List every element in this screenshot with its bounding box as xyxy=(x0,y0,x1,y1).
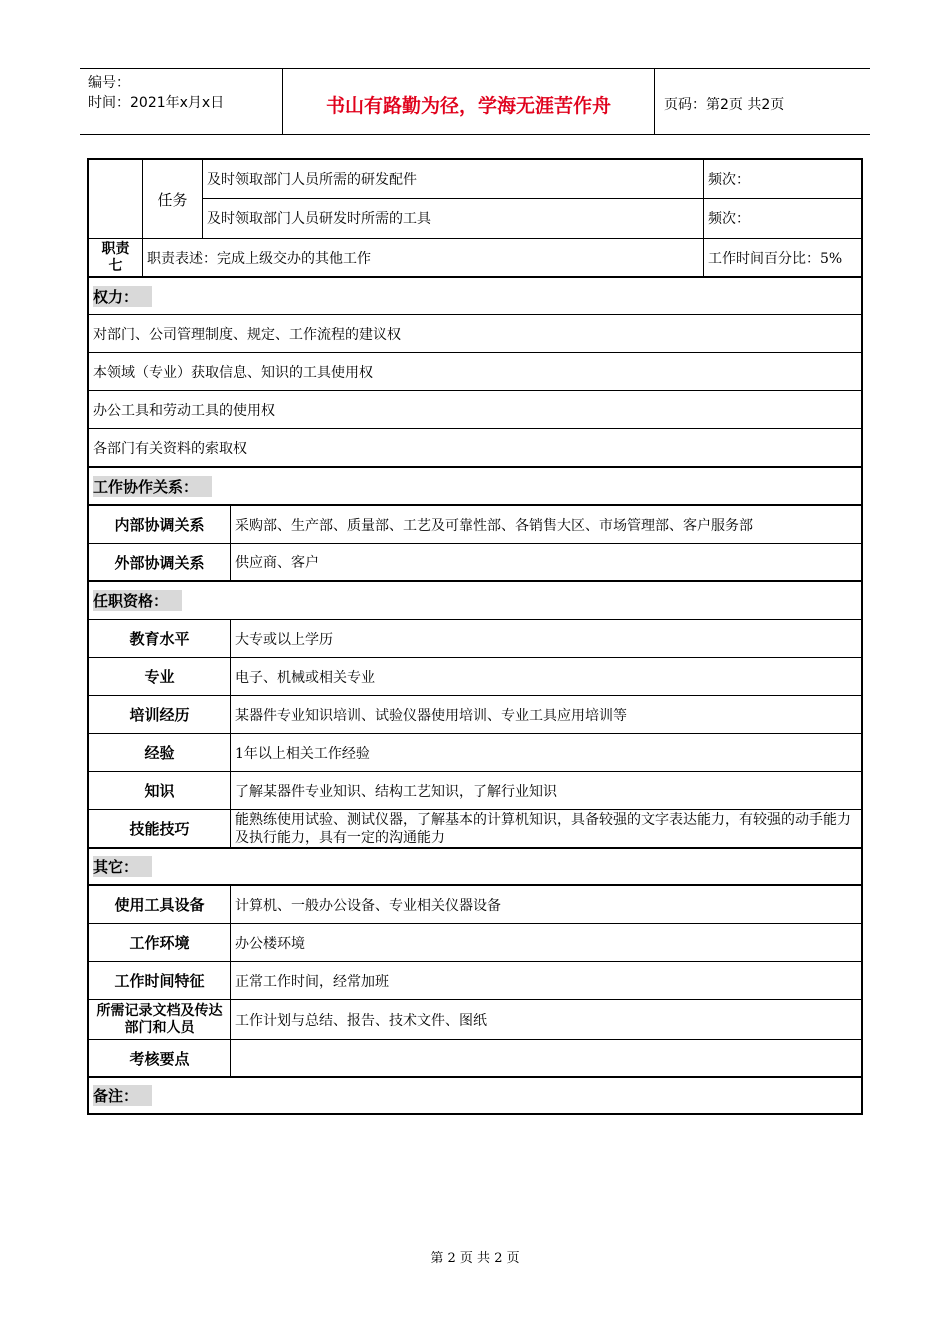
relations-title: 工作协作关系： xyxy=(93,476,212,497)
other-label: 所需记录文档及传达部门和人员 xyxy=(96,1002,223,1036)
powers-title: 权力： xyxy=(93,286,152,307)
duty-seven-label: 职责七 xyxy=(101,240,130,274)
other-label: 工作环境 xyxy=(129,934,190,952)
qualifications-section-header xyxy=(89,582,861,620)
qualification-value: 1年以上相关工作经验 xyxy=(230,734,861,771)
other-row xyxy=(89,1000,861,1040)
qualification-label: 培训经历 xyxy=(129,706,190,724)
power-item xyxy=(89,353,861,391)
task-text: 及时领取部门人员研发时所需的工具 xyxy=(207,211,431,228)
other-value: 工作计划与总结、报告、技术文件、图纸 xyxy=(230,1000,861,1039)
other-row xyxy=(89,1040,861,1078)
header-motto: 书山有路勤为径，学海无涯苦作舟 xyxy=(325,95,611,117)
task-label: 任务 xyxy=(142,160,202,238)
remarks-title: 备注： xyxy=(93,1085,152,1106)
remarks-section-header xyxy=(89,1078,861,1113)
qualification-value: 能熟练使用试验、测试仪器，了解基本的计算机知识，具备较强的文字表达能力，有较强的动手能力及执行能力，具有一定的沟通能力 xyxy=(230,810,861,847)
power-item xyxy=(89,315,861,353)
job-description-form xyxy=(87,158,863,1115)
power-item xyxy=(89,391,861,429)
relation-label: 外部协调关系 xyxy=(114,553,205,572)
qualification-label: 技能技巧 xyxy=(129,820,190,838)
header-meta xyxy=(88,73,224,113)
power-item xyxy=(89,429,861,468)
qualification-value: 了解某器件专业知识、结构工艺知识，了解行业知识 xyxy=(230,772,861,809)
relation-label: 内部协调关系 xyxy=(114,516,205,534)
relation-row xyxy=(89,506,861,544)
relations-section-header xyxy=(89,468,861,506)
task-row xyxy=(203,199,861,238)
other-row xyxy=(89,962,861,1000)
task-frequency: 频次： xyxy=(703,160,861,198)
powers-section-header xyxy=(89,278,861,315)
power-text: 办公工具和劳动工具的使用权 xyxy=(93,402,275,419)
header-divider xyxy=(654,69,655,135)
qualification-row xyxy=(89,696,861,734)
qualification-label: 知识 xyxy=(144,782,175,800)
qualification-row xyxy=(89,620,861,658)
other-value: 办公楼环境 xyxy=(230,924,861,961)
other-label: 使用工具设备 xyxy=(114,896,205,914)
qualification-label: 专业 xyxy=(144,668,175,686)
task-list xyxy=(202,160,861,238)
doc-time-label: 时间：2021年x月x日 xyxy=(88,95,225,111)
duty-seven-row xyxy=(89,239,861,278)
qualification-row xyxy=(89,734,861,772)
qualification-row xyxy=(89,810,861,849)
other-value xyxy=(230,1040,861,1076)
other-row xyxy=(89,886,861,924)
page-footer: 第 2 页 共 2 页 xyxy=(430,1251,520,1266)
relation-value: 供应商、客户 xyxy=(230,544,861,580)
power-text: 本领域（专业）获取信息、知识的工具使用权 xyxy=(93,364,373,381)
duty-task-block xyxy=(89,160,861,239)
other-value: 正常工作时间，经常加班 xyxy=(230,962,861,999)
other-row xyxy=(89,924,861,962)
qualification-label: 教育水平 xyxy=(129,630,190,648)
doc-number-label: 编号： xyxy=(88,75,130,91)
other-value: 计算机、一般办公设备、专业相关仪器设备 xyxy=(230,886,861,923)
power-text: 对部门、公司管理制度、规定、工作流程的建议权 xyxy=(93,326,401,343)
power-text: 各部门有关资料的索取权 xyxy=(93,440,247,457)
header-page-info: 页码：第2页 共2页 xyxy=(664,97,785,113)
task-frequency: 频次： xyxy=(703,199,861,238)
qualification-row xyxy=(89,772,861,810)
qualification-row xyxy=(89,658,861,696)
page-header xyxy=(80,68,870,135)
duty-seven-description: 职责表述：完成上级交办的其他工作 xyxy=(142,239,703,276)
other-section-header xyxy=(89,849,861,886)
qualification-value: 电子、机械或相关专业 xyxy=(230,658,861,695)
qualification-value: 大专或以上学历 xyxy=(230,620,861,657)
duty-blank-cell xyxy=(89,160,142,238)
relation-row xyxy=(89,544,861,582)
qualification-label: 经验 xyxy=(144,744,175,762)
relation-value: 采购部、生产部、质量部、工艺及可靠性部、各销售大区、市场管理部、客户服务部 xyxy=(230,506,861,543)
task-text: 及时领取部门人员所需的研发配件 xyxy=(207,171,417,188)
other-title: 其它： xyxy=(93,856,152,877)
other-label: 考核要点 xyxy=(129,1049,190,1068)
qualifications-title: 任职资格： xyxy=(93,590,182,611)
task-row xyxy=(203,160,861,199)
qualification-value: 某器件专业知识培训、试验仪器使用培训、专业工具应用培训等 xyxy=(230,696,861,733)
other-label: 工作时间特征 xyxy=(114,972,205,990)
duty-time-percentage: 工作时间百分比：5% xyxy=(703,239,861,276)
